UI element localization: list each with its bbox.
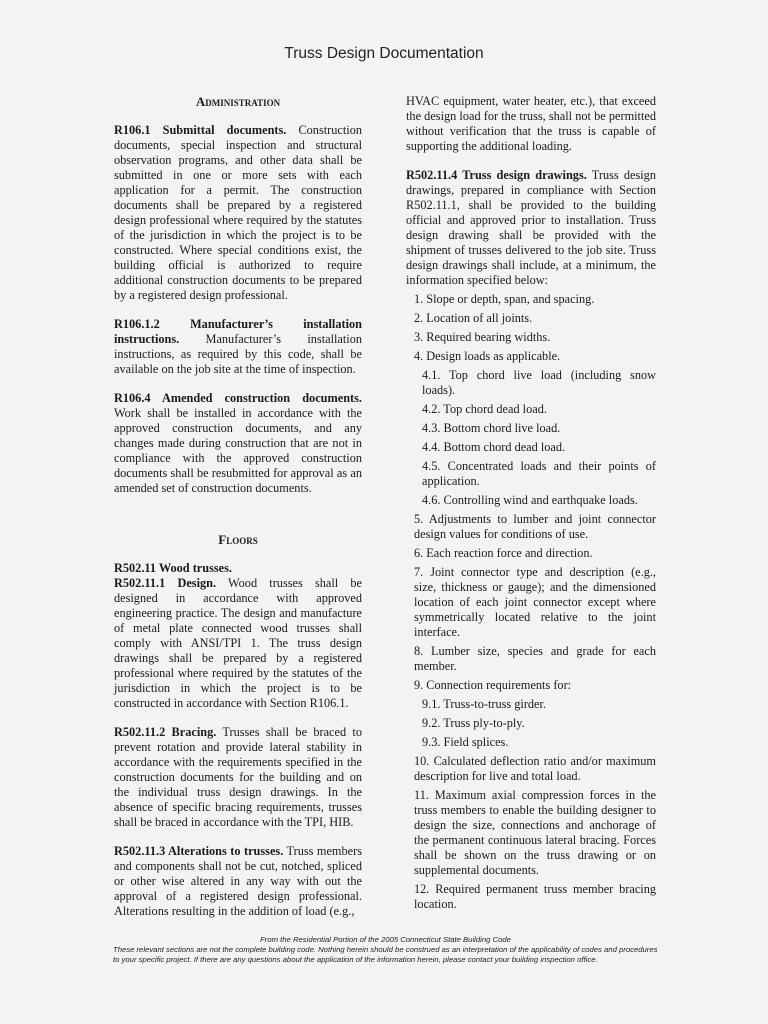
requirement-subitem: 9.3. Field splices. [422, 735, 509, 749]
requirement-item: 12. Required permanent truss member bracing location. [414, 882, 656, 911]
section-r106-1-body: Construction documents, special inspection and structural observation programs, and other data shall be submitted in one or more sets with each application for a permit. The construction documents shall be prepared by a registered design professional where required by the statutes of the jurisdiction in which the project is to be constructed. Where special conditions exist, the building official is authorized to require additional construction documents to be prepared by a registered design professional. [114, 123, 362, 302]
requirement-subitem: 4.2. Top chord dead load. [422, 402, 547, 416]
requirement-item: 6. Each reaction force and direction. [414, 546, 593, 560]
section-r106-1 [114, 123, 362, 303]
section-r502-11-2-title: R502.11.2 Bracing. [114, 725, 217, 739]
section-r106-1-2-body: Manufacturer’s installation instructions, as required by this code, shall be available on the job site at the time of inspection. [114, 332, 362, 376]
section-r106-4-title: R106.4 Amended construction documents. [114, 391, 362, 405]
requirement-item: 8. Lumber size, species and grade for each member. [414, 644, 656, 673]
section-r502-11-2 [114, 725, 362, 830]
requirement-subitem: 4.3. Bottom chord live load. [422, 421, 561, 435]
section-r502-11-4-title: R502.11.4 Truss design drawings. [406, 168, 587, 182]
section-r502-11-1-body: Wood trusses shall be designed in accordance with approved engineering practice. The design and manufacture of metal plate connected wood trusses shall comply with ANSI/TPI 1. The truss design drawings shall be prepared by a registered professional where required by the statutes of the jurisdiction in which the project is to be constructed in accordance with Section R106.1. [114, 576, 362, 710]
requirement-subitem: 4.5. Concentrated loads and their points of application. [422, 459, 656, 488]
requirement-item: 5. Adjustments to lumber and joint connector design values for conditions of use. [414, 512, 656, 541]
section-r502-11-4-body: Truss design drawings, prepared in compliance with Section R502.11.1, shall be provided to the building official and approved prior to installation. Truss design drawing shall be provided with the shipment of trusses delivered to the job site. Truss design drawings shall include, at a minimum, the information specified below: [406, 168, 656, 287]
section-r502-11-1-title: R502.11.1 Design. [114, 576, 217, 590]
footer [113, 935, 658, 965]
section-r106-1-2 [114, 317, 362, 377]
floors-heading: Floors [218, 532, 258, 547]
requirement-item: 4. Design loads as applicable. [414, 349, 561, 363]
section-r502-11-1 [114, 576, 362, 711]
requirement-item: 11. Maximum axial compression forces in the truss members to enable the building designer to design the size, connections and anchorage of the permanent continuous lateral bracing. Forces shall be shown on the truss drawing or on supplemental documents. [414, 788, 656, 877]
left-column [114, 94, 362, 933]
footer-disclaimer: These relevant sections are not the complete building code. Nothing herein should be construed as an interpretation of the applicability of codes and procedures to your specific project. If there are any questions about the application of the information herein, please contact your building inspection office. [113, 945, 658, 964]
section-r106-4 [114, 391, 362, 496]
requirement-item: 7. Joint connector type and description (e.g., size, thickness or gauge); and the dimensioned location of each joint connector except where symmetrically located relative to the joint interface. [414, 565, 656, 639]
requirement-subitem: 4.1. Top chord live load (including snow loads). [422, 368, 656, 397]
section-r502-11-3 [114, 844, 362, 919]
requirement-subitem: 9.2. Truss ply-to-ply. [422, 716, 525, 730]
requirement-subitem: 9.1. Truss-to-truss girder. [422, 697, 547, 711]
section-r502-11-2-body: Trusses shall be braced to prevent rotation and provide lateral stability in accordance with the requirements specified in the construction documents for the building and on the individual truss design drawings. In the absence of specific bracing requirements, trusses shall be braced in accordance with the TPI, HIB. [114, 725, 362, 829]
section-r502-11-3-continuation: HVAC equipment, water heater, etc.), that exceed the design load for the truss, shall not be permitted without verification that the truss is capable of supporting the additional loading. [406, 94, 656, 153]
section-r106-1-2-title: R106.1.2 Manufacturer’s installation instructions. [114, 317, 362, 346]
requirement-item: 1. Slope or depth, span, and spacing. [414, 292, 595, 306]
section-r502-11-3-body: Truss members and components shall not be cut, notched, spliced or other wise altered in any way with out the approval of a registered design professional. Alterations resulting in the addition of load (e.g., [114, 844, 362, 918]
requirement-item: 2. Location of all joints. [414, 311, 533, 325]
page-title: Truss Design Documentation [284, 45, 484, 62]
requirement-subitem: 4.6. Controlling wind and earthquake loads. [422, 493, 638, 507]
section-r502-11-title: R502.11 Wood trusses. [114, 561, 232, 575]
administration-heading: Administration [195, 94, 281, 109]
footer-source-line: From the Residential Portion of the 2005 Connecticut State Building Code [260, 935, 511, 944]
requirement-item: 9. Connection requirements for: [414, 678, 572, 692]
truss-drawing-requirements-list [406, 292, 656, 912]
section-r106-4-body: Work shall be installed in accordance with the approved construction documents, and any changes made during construction that are not in compliance with the approved construction documents shall be resubmitted for approval as an amended set of construction documents. [114, 406, 362, 495]
section-r106-1-title: R106.1 Submittal documents. [114, 123, 287, 137]
requirement-item: 10. Calculated deflection ratio and/or maximum description for live and total load. [414, 754, 656, 783]
section-r502-11-3-title: R502.11.3 Alterations to trusses. [114, 844, 284, 858]
requirement-item: 3. Required bearing widths. [414, 330, 551, 344]
section-r502-11-4 [406, 168, 656, 288]
requirement-subitem: 4.4. Bottom chord dead load. [422, 440, 566, 454]
right-column [406, 94, 656, 916]
